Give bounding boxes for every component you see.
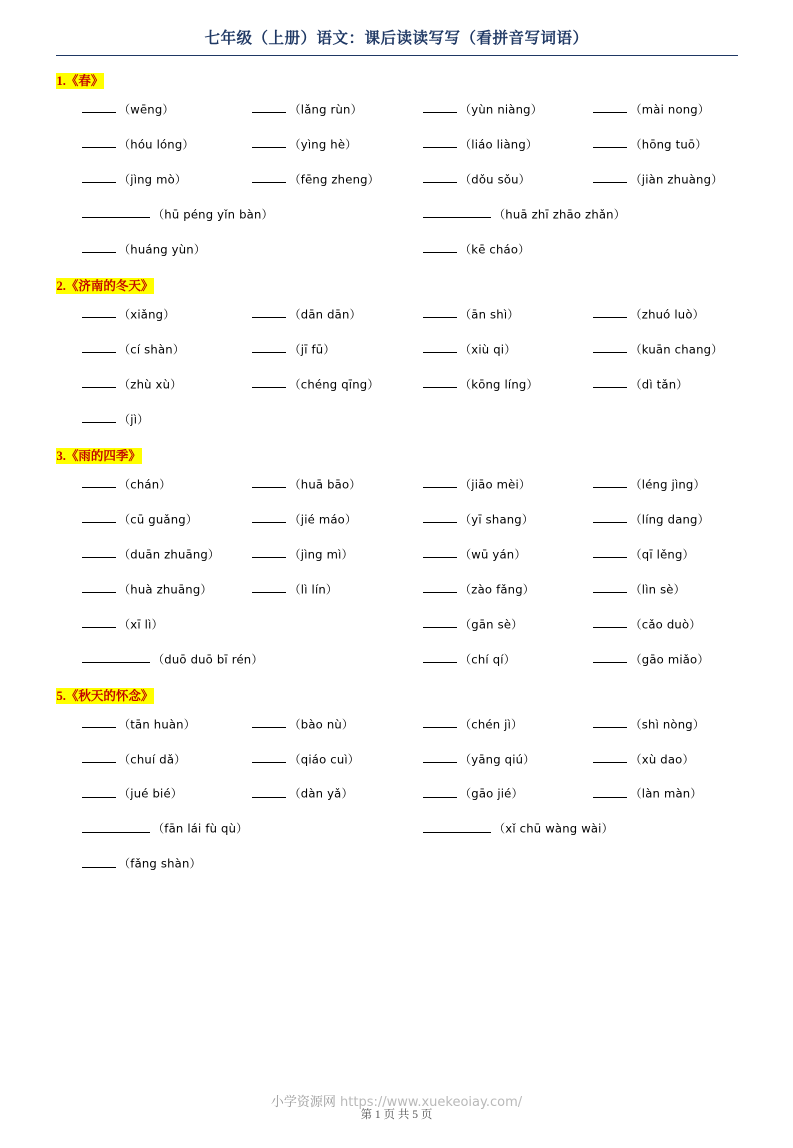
pinyin-label: （chán） — [118, 477, 172, 492]
exercise-item — [397, 127, 568, 162]
pinyin-label: （kē cháo） — [459, 242, 530, 257]
exercise-item — [397, 502, 568, 537]
pinyin-label: （ān shì） — [459, 307, 520, 322]
pinyin-label: （duān zhuāng） — [118, 547, 220, 562]
answer-blank[interactable] — [252, 582, 286, 593]
answer-blank[interactable] — [423, 786, 457, 797]
answer-blank[interactable] — [593, 652, 627, 663]
answer-blank[interactable] — [423, 307, 457, 318]
exercise-row — [56, 367, 738, 402]
pinyin-label: （shì nòng） — [630, 716, 705, 731]
pinyin-label: （xù dao） — [630, 751, 695, 766]
answer-blank[interactable] — [423, 242, 457, 253]
exercise-item — [226, 572, 397, 607]
pinyin-label: （bào nù） — [289, 716, 354, 731]
section-heading — [56, 446, 738, 464]
answer-blank[interactable] — [423, 717, 457, 728]
answer-blank[interactable] — [423, 477, 457, 488]
exercise-item — [226, 742, 397, 777]
pinyin-label: （chéng qīng） — [289, 377, 380, 392]
answer-blank[interactable] — [82, 477, 116, 488]
answer-blank[interactable] — [423, 652, 457, 663]
exercise-item — [56, 572, 227, 607]
exercise-row — [56, 846, 738, 881]
exercise-item — [56, 742, 227, 777]
pinyin-label: （qiáo cuì） — [289, 751, 360, 766]
exercise-item — [226, 776, 397, 811]
answer-blank[interactable] — [593, 512, 627, 523]
answer-blank[interactable] — [252, 102, 286, 113]
answer-blank[interactable] — [252, 717, 286, 728]
exercise-item — [567, 332, 738, 367]
exercise-item — [397, 197, 738, 232]
answer-blank[interactable] — [593, 717, 627, 728]
exercise-item — [226, 607, 397, 642]
pinyin-label: （cí shàn） — [118, 342, 185, 357]
exercise-item — [56, 846, 227, 881]
pinyin-label: （liáo liàng） — [459, 137, 538, 152]
pinyin-label: （xī lì） — [118, 617, 164, 632]
answer-blank[interactable] — [252, 752, 286, 763]
exercise-item — [567, 537, 738, 572]
sections-container — [56, 71, 738, 881]
exercise-item — [56, 537, 227, 572]
exercise-row — [56, 607, 738, 642]
pinyin-label: （cū guǎng） — [118, 512, 198, 527]
answer-blank[interactable] — [252, 172, 286, 183]
exercise-item — [397, 162, 568, 197]
answer-blank[interactable] — [82, 307, 116, 318]
exercise-row — [56, 811, 738, 846]
exercise-item — [226, 707, 397, 742]
pinyin-label: （yùn niàng） — [459, 102, 543, 117]
exercise-item — [226, 467, 397, 502]
exercise-item — [226, 92, 397, 127]
pinyin-label: （xǐ chū wàng wài） — [493, 821, 614, 836]
pinyin-label: （yìng hè） — [289, 137, 357, 152]
pinyin-label: （jiàn zhuàng） — [630, 172, 723, 187]
exercise-row — [56, 707, 738, 742]
answer-blank[interactable] — [252, 137, 286, 148]
exercise-item — [567, 642, 738, 677]
pinyin-label: （fēng zheng） — [289, 172, 380, 187]
answer-blank[interactable] — [423, 547, 457, 558]
exercise-item — [56, 127, 227, 162]
exercise-item — [226, 502, 397, 537]
answer-blank[interactable] — [82, 752, 116, 763]
pinyin-label: （yāng qiú） — [459, 751, 535, 766]
section-heading-text: 3.《雨的四季》 — [56, 448, 141, 463]
answer-blank[interactable] — [252, 786, 286, 797]
pinyin-label: （dǒu sǒu） — [459, 172, 531, 187]
exercise-item — [226, 537, 397, 572]
pinyin-label: （dì tǎn） — [630, 377, 689, 392]
pinyin-label: （zhù xù） — [118, 377, 182, 392]
exercise-row — [56, 127, 738, 162]
answer-blank[interactable] — [593, 102, 627, 113]
pinyin-label: （hōng tuō） — [630, 137, 708, 152]
pinyin-label: （gāo jié） — [459, 786, 524, 801]
pinyin-label: （léng jìng） — [630, 477, 706, 492]
exercise-item — [226, 367, 397, 402]
answer-blank[interactable] — [593, 137, 627, 148]
pinyin-label: （chí qí） — [459, 652, 516, 667]
exercise-row — [56, 642, 738, 677]
pinyin-label: （lìn sè） — [630, 582, 686, 597]
answer-blank[interactable] — [82, 786, 116, 797]
exercise-item — [397, 776, 568, 811]
pinyin-label: （huà zhuāng） — [118, 582, 213, 597]
answer-blank[interactable] — [423, 582, 457, 593]
answer-blank[interactable] — [593, 547, 627, 558]
answer-blank[interactable] — [82, 582, 116, 593]
pinyin-label: （kōng líng） — [459, 377, 539, 392]
answer-blank[interactable] — [593, 752, 627, 763]
exercise-item — [397, 707, 568, 742]
answer-blank[interactable] — [423, 342, 457, 353]
answer-blank[interactable] — [423, 207, 491, 218]
answer-blank[interactable] — [423, 102, 457, 113]
answer-blank[interactable] — [252, 547, 286, 558]
pinyin-label: （huā zhī zhāo zhǎn） — [493, 207, 626, 222]
exercise-item — [567, 607, 738, 642]
answer-blank[interactable] — [593, 342, 627, 353]
exercise-item — [567, 127, 738, 162]
exercise-item — [56, 502, 227, 537]
section-heading-text: 1.《春》 — [56, 74, 104, 88]
answer-blank[interactable] — [82, 242, 116, 253]
exercise-item — [56, 197, 397, 232]
watermark-site-name: 小学资源网 — [270, 1095, 336, 1110]
answer-blank[interactable] — [593, 307, 627, 318]
answer-blank[interactable] — [423, 617, 457, 628]
pinyin-label: （zhuó luò） — [630, 307, 705, 322]
exercise-item — [397, 332, 568, 367]
watermark-url: https://www.xuekeoiay.com/ — [340, 1095, 523, 1110]
pinyin-label: （jué bié） — [118, 786, 183, 801]
section-heading — [56, 686, 738, 704]
pinyin-label: （qī lěng） — [630, 547, 695, 562]
exercise-item — [567, 162, 738, 197]
exercise-item — [567, 502, 738, 537]
pinyin-label: （huā bāo） — [289, 477, 362, 492]
exercise-row — [56, 297, 738, 332]
exercise-item — [226, 332, 397, 367]
answer-blank[interactable] — [82, 377, 116, 388]
exercise-row — [56, 197, 738, 232]
answer-blank[interactable] — [82, 207, 150, 218]
exercise-item — [56, 707, 227, 742]
pinyin-label: （làn màn） — [630, 786, 703, 801]
pinyin-label: （jì） — [118, 412, 149, 427]
page-title: 七年级（上册）语文：课后读读写写（看拼音写词语） — [204, 30, 589, 47]
exercise-item — [226, 127, 397, 162]
pinyin-label: （xiù qi） — [459, 342, 516, 357]
pinyin-label: （lì lín） — [289, 582, 338, 597]
pinyin-label: （gān sè） — [459, 617, 523, 632]
exercise-item — [397, 572, 568, 607]
page-footer: 第 1 页 共 5 页 — [360, 1109, 433, 1121]
answer-blank[interactable] — [82, 137, 116, 148]
exercise-item — [56, 402, 227, 437]
answer-blank[interactable] — [423, 512, 457, 523]
exercise-item — [56, 467, 227, 502]
answer-blank[interactable] — [82, 856, 116, 867]
section-heading-text: 5.《秋天的怀念》 — [56, 688, 154, 703]
exercise-item — [226, 162, 397, 197]
pinyin-label: （cǎo duò） — [630, 617, 702, 632]
answer-blank[interactable] — [252, 342, 286, 353]
pinyin-label: （hóu lóng） — [118, 137, 195, 152]
pinyin-label: （gāo miǎo） — [630, 652, 710, 667]
pinyin-label: （chuí dǎ） — [118, 751, 186, 766]
answer-blank[interactable] — [252, 512, 286, 523]
exercise-row — [56, 742, 738, 777]
answer-blank[interactable] — [423, 377, 457, 388]
pinyin-label: （zào fǎng） — [459, 582, 535, 597]
exercise-item — [567, 297, 738, 332]
answer-blank[interactable] — [82, 652, 150, 663]
exercise-item — [56, 297, 227, 332]
exercise-item — [56, 332, 227, 367]
answer-blank[interactable] — [252, 477, 286, 488]
exercise-row — [56, 402, 738, 437]
exercise-item — [56, 232, 397, 267]
exercise-row — [56, 92, 738, 127]
pinyin-label: （jī fū） — [289, 342, 336, 357]
pinyin-label: （mài nong） — [630, 102, 710, 117]
answer-blank[interactable] — [593, 582, 627, 593]
exercise-item — [56, 776, 227, 811]
exercise-item — [397, 297, 568, 332]
exercise-item — [397, 642, 568, 677]
pinyin-label: （jìng mì） — [289, 547, 354, 562]
worksheet-content — [56, 56, 738, 881]
exercise-row — [56, 572, 738, 607]
exercise-item — [397, 467, 568, 502]
section-heading — [56, 71, 738, 89]
pinyin-label: （lǎng rùn） — [289, 102, 363, 117]
pinyin-label: （jiāo mèi） — [459, 477, 531, 492]
exercise-item — [397, 742, 568, 777]
answer-blank[interactable] — [82, 172, 116, 183]
exercise-item — [397, 537, 568, 572]
exercise-item — [56, 367, 227, 402]
pinyin-label: （chén jì） — [459, 716, 523, 731]
exercise-item — [567, 92, 738, 127]
exercise-row — [56, 162, 738, 197]
pinyin-label: （yī shang） — [459, 512, 534, 527]
exercise-item — [56, 607, 227, 642]
exercise-row — [56, 502, 738, 537]
pinyin-label: （fǎng shàn） — [118, 856, 202, 871]
answer-blank[interactable] — [252, 377, 286, 388]
answer-blank[interactable] — [82, 412, 116, 423]
exercise-item — [567, 467, 738, 502]
exercise-item — [397, 607, 568, 642]
pinyin-label: （xiǎng） — [118, 307, 175, 322]
pinyin-label: （huáng yùn） — [118, 242, 206, 257]
pinyin-label: （dān dān） — [289, 307, 362, 322]
section-heading — [56, 276, 738, 294]
exercise-item — [567, 572, 738, 607]
pinyin-label: （wū yán） — [459, 547, 527, 562]
answer-blank[interactable] — [423, 172, 457, 183]
answer-blank[interactable] — [593, 786, 627, 797]
exercise-row — [56, 232, 738, 267]
exercise-row — [56, 332, 738, 367]
exercise-item — [397, 811, 738, 846]
answer-blank[interactable] — [82, 821, 150, 832]
answer-blank[interactable] — [593, 477, 627, 488]
answer-blank[interactable] — [252, 307, 286, 318]
pinyin-label: （hū péng yǐn bàn） — [152, 207, 274, 222]
pinyin-label: （dàn yǎ） — [289, 786, 354, 801]
exercise-row — [56, 537, 738, 572]
answer-blank[interactable] — [82, 512, 116, 523]
exercise-item — [397, 92, 568, 127]
pinyin-label: （wēng） — [118, 102, 175, 117]
answer-blank[interactable] — [82, 547, 116, 558]
exercise-item — [397, 232, 738, 267]
exercise-item — [567, 742, 738, 777]
exercise-row — [56, 467, 738, 502]
answer-blank[interactable] — [423, 137, 457, 148]
pinyin-label: （kuān chang） — [630, 342, 723, 357]
answer-blank[interactable] — [82, 717, 116, 728]
answer-blank[interactable] — [593, 172, 627, 183]
pinyin-label: （jìng mò） — [118, 172, 187, 187]
answer-blank[interactable] — [593, 377, 627, 388]
exercise-item — [567, 776, 738, 811]
exercise-item — [56, 162, 227, 197]
answer-blank[interactable] — [82, 617, 116, 628]
answer-blank[interactable] — [423, 821, 491, 832]
document-page — [0, 26, 793, 1148]
pinyin-label: （líng dang） — [630, 512, 710, 527]
section-heading-text: 2.《济南的冬天》 — [56, 278, 154, 293]
exercise-item — [567, 367, 738, 402]
exercise-item — [397, 367, 568, 402]
exercise-item — [56, 642, 397, 677]
exercise-item — [567, 707, 738, 742]
answer-blank[interactable] — [82, 342, 116, 353]
pinyin-label: （tān huàn） — [118, 716, 196, 731]
answer-blank[interactable] — [82, 102, 116, 113]
answer-blank[interactable] — [593, 617, 627, 628]
pinyin-label: （duō duō bī rén） — [152, 652, 264, 667]
pinyin-label: （fān lái fù qù） — [152, 821, 248, 836]
exercise-item — [56, 811, 397, 846]
pinyin-label: （jié máo） — [289, 512, 357, 527]
exercise-item — [226, 297, 397, 332]
exercise-row — [56, 776, 738, 811]
exercise-item — [56, 92, 227, 127]
answer-blank[interactable] — [423, 752, 457, 763]
